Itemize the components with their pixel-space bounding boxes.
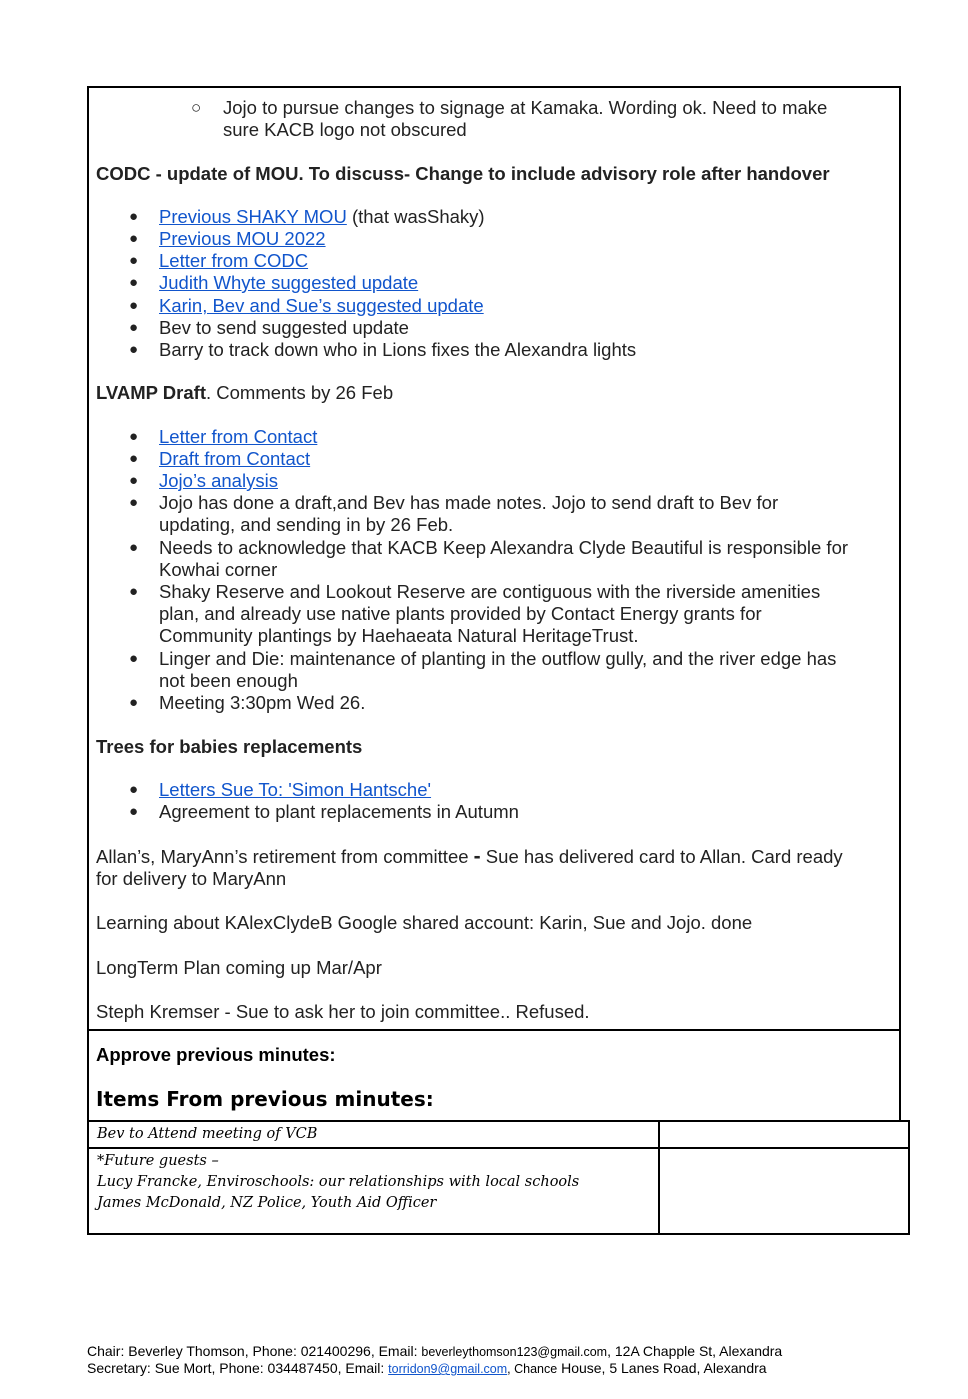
list-item: not been enough [159,670,298,691]
bullet-icon: ● [129,539,139,556]
previous-shaky-mou-link[interactable]: Previous SHAKY MOU [159,206,347,227]
footer-chair: Chair: Beverley Thomson, Phone: 021400296, Email: beverleythomson123@gmail.com, 12A Chapple St, Alexandra [87,1343,783,1359]
previous-items-table [87,1120,910,1235]
bullet-icon: ● [129,583,139,600]
bullet-icon: ● [129,781,139,798]
lvamp-heading: LVAMP Draft. Comments by 26 Feb [96,382,394,403]
bullet-icon: ● [129,341,139,358]
list-item: plan, and already use native plants provided by Contact Energy grants for [159,603,762,624]
hollow-bullet-icon: ○ [191,98,202,117]
list-item: Needs to acknowledge that KACB Keep Alexandra Clyde Beautiful is responsible for [159,537,849,558]
bullet-icon: ● [129,428,139,445]
list-item [159,779,431,801]
list-item: Shaky Reserve and Lookout Reserve are contiguous with the riverside amenities [159,581,821,602]
table-cell: *Future guests – Lucy Francke, Enviroschools: our relationships with local schools James McDonald, NZ Police, Youth Aid Officer [88,1148,659,1234]
list-item: Barry to track down who in Lions fixes the Alexandra lights [159,339,637,360]
footer-secretary: Secretary: Sue Mort, Phone: 034487450, Email: torridon9@gmail.com, Chance House, 5 Lanes Road, Alexandra [87,1360,767,1376]
learning-paragraph: Learning about KAlexClydeB Google shared account: Karin, Sue and Jojo. done [96,912,753,933]
bullet-icon: ● [129,803,139,820]
list-item [159,448,310,470]
retirement-line2: for delivery to MaryAnn [96,868,287,889]
secretary-email-link[interactable]: torridon9@gmail.com [388,1362,508,1376]
draft-from-contact-link[interactable]: Draft from Contact [159,448,311,469]
list-item: Previous SHAKY MOU (that wasShaky) [159,206,485,227]
list-item [159,272,418,294]
bullet-icon: ● [129,208,139,225]
list-item: Meeting 3:30pm Wed 26. [159,692,366,713]
list-item: updating, and sending in by 26 Feb. [159,514,454,535]
jojos-analysis-link[interactable]: Jojo’s analysis [159,470,278,491]
approve-heading: Approve previous minutes: [96,1044,336,1065]
bullet-icon: ● [129,319,139,336]
longterm-paragraph: LongTerm Plan coming up Mar/Apr [96,957,382,978]
bullet-icon: ● [129,694,139,711]
list-item: Agreement to plant replacements in Autumn [159,801,519,822]
retirement-line1: Allan’s, MaryAnn’s retirement from committee - Sue has delivered card to Allan. Card ready [96,845,843,868]
letter-from-contact-link[interactable]: Letter from Contact [159,426,318,447]
karin-bev-sue-update-link[interactable]: Karin, Bev and Sue’s suggested update [159,295,484,316]
bullet-icon: ● [129,297,139,314]
list-item: Linger and Die: maintenance of planting in the outflow gully, and the river edge has [159,648,837,669]
previous-mou-2022-link[interactable]: Previous MOU 2022 [159,228,326,249]
signage-item-line1: Jojo to pursue changes to signage at Kamaka. Wording ok. Need to make [223,97,828,118]
list-item [159,470,278,492]
signage-item-line2: sure KACB logo not obscured [223,119,467,140]
table-cell: Bev to Attend meeting of VCB [88,1121,659,1148]
bullet-icon: ● [129,274,139,291]
letters-sue-simon-link[interactable]: Letters Sue To: 'Simon Hantsche' [159,779,432,800]
list-item [159,250,308,272]
bullet-icon: ● [129,472,139,489]
list-item: Community plantings by Haehaeata Natural HeritageTrust. [159,625,639,646]
table-row [88,1121,909,1148]
list-item [159,228,326,250]
bullet-icon: ● [129,494,139,511]
bullet-icon: ● [129,650,139,667]
trees-heading: Trees for babies replacements [96,736,363,757]
list-item: Bev to send suggested update [159,317,409,338]
bullet-icon: ● [129,450,139,467]
bullet-icon: ● [129,252,139,269]
items-heading: Items From previous minutes: [96,1087,434,1111]
list-item [159,295,484,317]
codc-heading: CODC - update of MOU. To discuss- Change to include advisory role after handover [96,163,830,184]
list-item: Jojo has done a draft,and Bev has made notes. Jojo to send draft to Bev for [159,492,779,513]
table-cell [659,1148,909,1234]
table-cell [659,1121,909,1148]
table-row [88,1148,909,1234]
list-item: Kowhai corner [159,559,278,580]
bullet-icon: ● [129,230,139,247]
letter-from-codc-link[interactable]: Letter from CODC [159,250,309,271]
judith-whyte-update-link[interactable]: Judith Whyte suggested update [159,272,419,293]
list-item [159,426,317,448]
steph-paragraph: Steph Kremser - Sue to ask her to join committee.. Refused. [96,1001,590,1022]
